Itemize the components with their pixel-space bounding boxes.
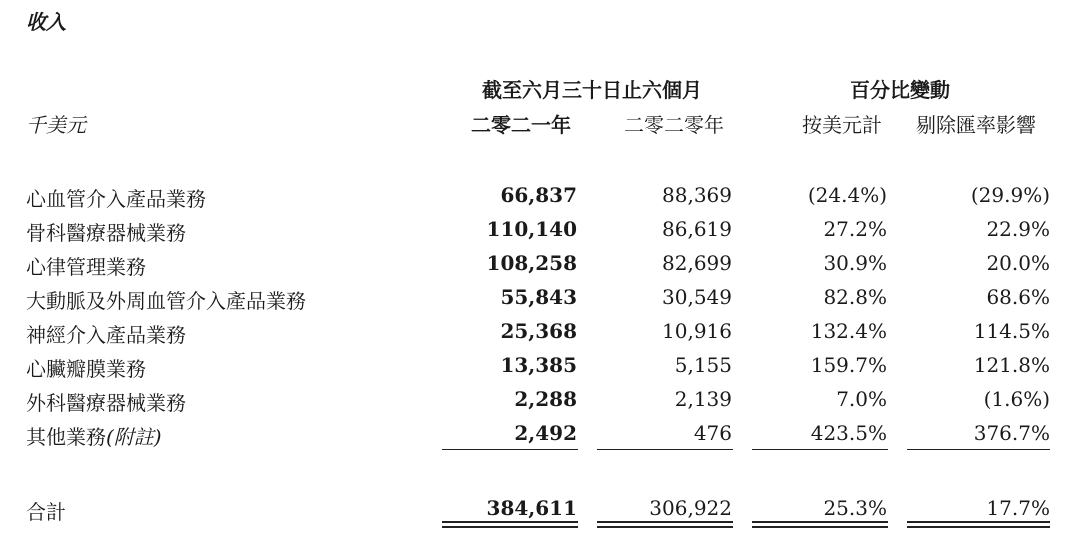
value-2020: 88,369 (662, 183, 732, 207)
col-header-2020: 二零二零年 (624, 113, 724, 137)
value-2020: 476 (693, 421, 732, 445)
col-header-usd: 按美元計 (802, 113, 882, 137)
change-usd: 27.2% (823, 217, 887, 241)
change-fx: 22.9% (986, 217, 1050, 241)
change-fx: 376.7% (973, 421, 1050, 445)
value-2021: 55,843 (500, 285, 577, 309)
total-2021: 384,611 (486, 496, 577, 520)
subtotal-rule (752, 449, 888, 450)
change-fx: 68.6% (986, 285, 1050, 309)
table-row (0, 247, 1080, 277)
value-2021: 13,385 (500, 353, 577, 377)
note-reference: (附註) (106, 425, 162, 449)
subtotal-rule (597, 449, 733, 450)
unit-label: 千美元 (26, 113, 86, 137)
value-2021: 66,837 (500, 183, 577, 207)
change-usd: 7.0% (836, 387, 887, 411)
period-group-header: 截至六月三十日止六個月 (482, 78, 702, 102)
change-usd: 159.7% (810, 353, 887, 377)
change-fx: (1.6%) (983, 387, 1050, 411)
row-label: 心臟瓣膜業務 (26, 357, 146, 381)
row-label: 外科醫療器械業務 (26, 391, 186, 415)
col-header-fx: 剔除匯率影響 (916, 113, 1036, 137)
change-usd: (24.4%) (807, 183, 887, 207)
col-header-2021: 二零二一年 (471, 113, 571, 137)
row-label: 心律管理業務 (26, 255, 146, 279)
value-2020: 82,699 (662, 251, 732, 275)
table-row (0, 417, 1080, 447)
value-2021: 2,288 (514, 387, 577, 411)
table-row (0, 349, 1080, 379)
total-change-fx: 17.7% (986, 496, 1050, 520)
change-usd: 423.5% (810, 421, 887, 445)
table-row (0, 213, 1080, 243)
change-fx: (29.9%) (970, 183, 1050, 207)
row-label: 大動脈及外周血管介入產品業務 (26, 289, 306, 313)
total-change-usd: 25.3% (823, 496, 887, 520)
value-2021: 110,140 (486, 217, 577, 241)
total-double-rule (907, 521, 1050, 528)
change-fx: 20.0% (986, 251, 1050, 275)
total-double-rule (752, 521, 888, 528)
change-group-header: 百分比變動 (850, 78, 950, 102)
table-row (0, 383, 1080, 413)
total-double-rule (597, 521, 733, 528)
subtotal-rule (442, 449, 578, 450)
row-label: 神經介入產品業務 (26, 323, 186, 347)
value-2021: 108,258 (486, 251, 577, 275)
subtotal-rule (907, 449, 1050, 450)
table-row (0, 179, 1080, 209)
row-label: 其他業務(附註) (26, 425, 162, 449)
section-title: 收入 (26, 10, 66, 34)
change-usd: 82.8% (823, 285, 887, 309)
value-2020: 5,155 (674, 353, 732, 377)
value-2020: 30,549 (662, 285, 732, 309)
total-row (0, 492, 1080, 522)
value-2020: 2,139 (674, 387, 732, 411)
value-2020: 86,619 (662, 217, 732, 241)
row-label: 骨科醫療器械業務 (26, 221, 186, 245)
value-2021: 25,368 (500, 319, 577, 343)
change-fx: 114.5% (973, 319, 1050, 343)
value-2021: 2,492 (514, 421, 577, 445)
total-2020: 306,922 (649, 496, 732, 520)
change-usd: 132.4% (810, 319, 887, 343)
table-row (0, 281, 1080, 311)
change-fx: 121.8% (973, 353, 1050, 377)
value-2020: 10,916 (662, 319, 732, 343)
change-usd: 30.9% (823, 251, 887, 275)
total-label: 合計 (26, 500, 66, 524)
total-double-rule (442, 521, 578, 528)
table-row (0, 315, 1080, 345)
row-label: 心血管介入產品業務 (26, 187, 206, 211)
